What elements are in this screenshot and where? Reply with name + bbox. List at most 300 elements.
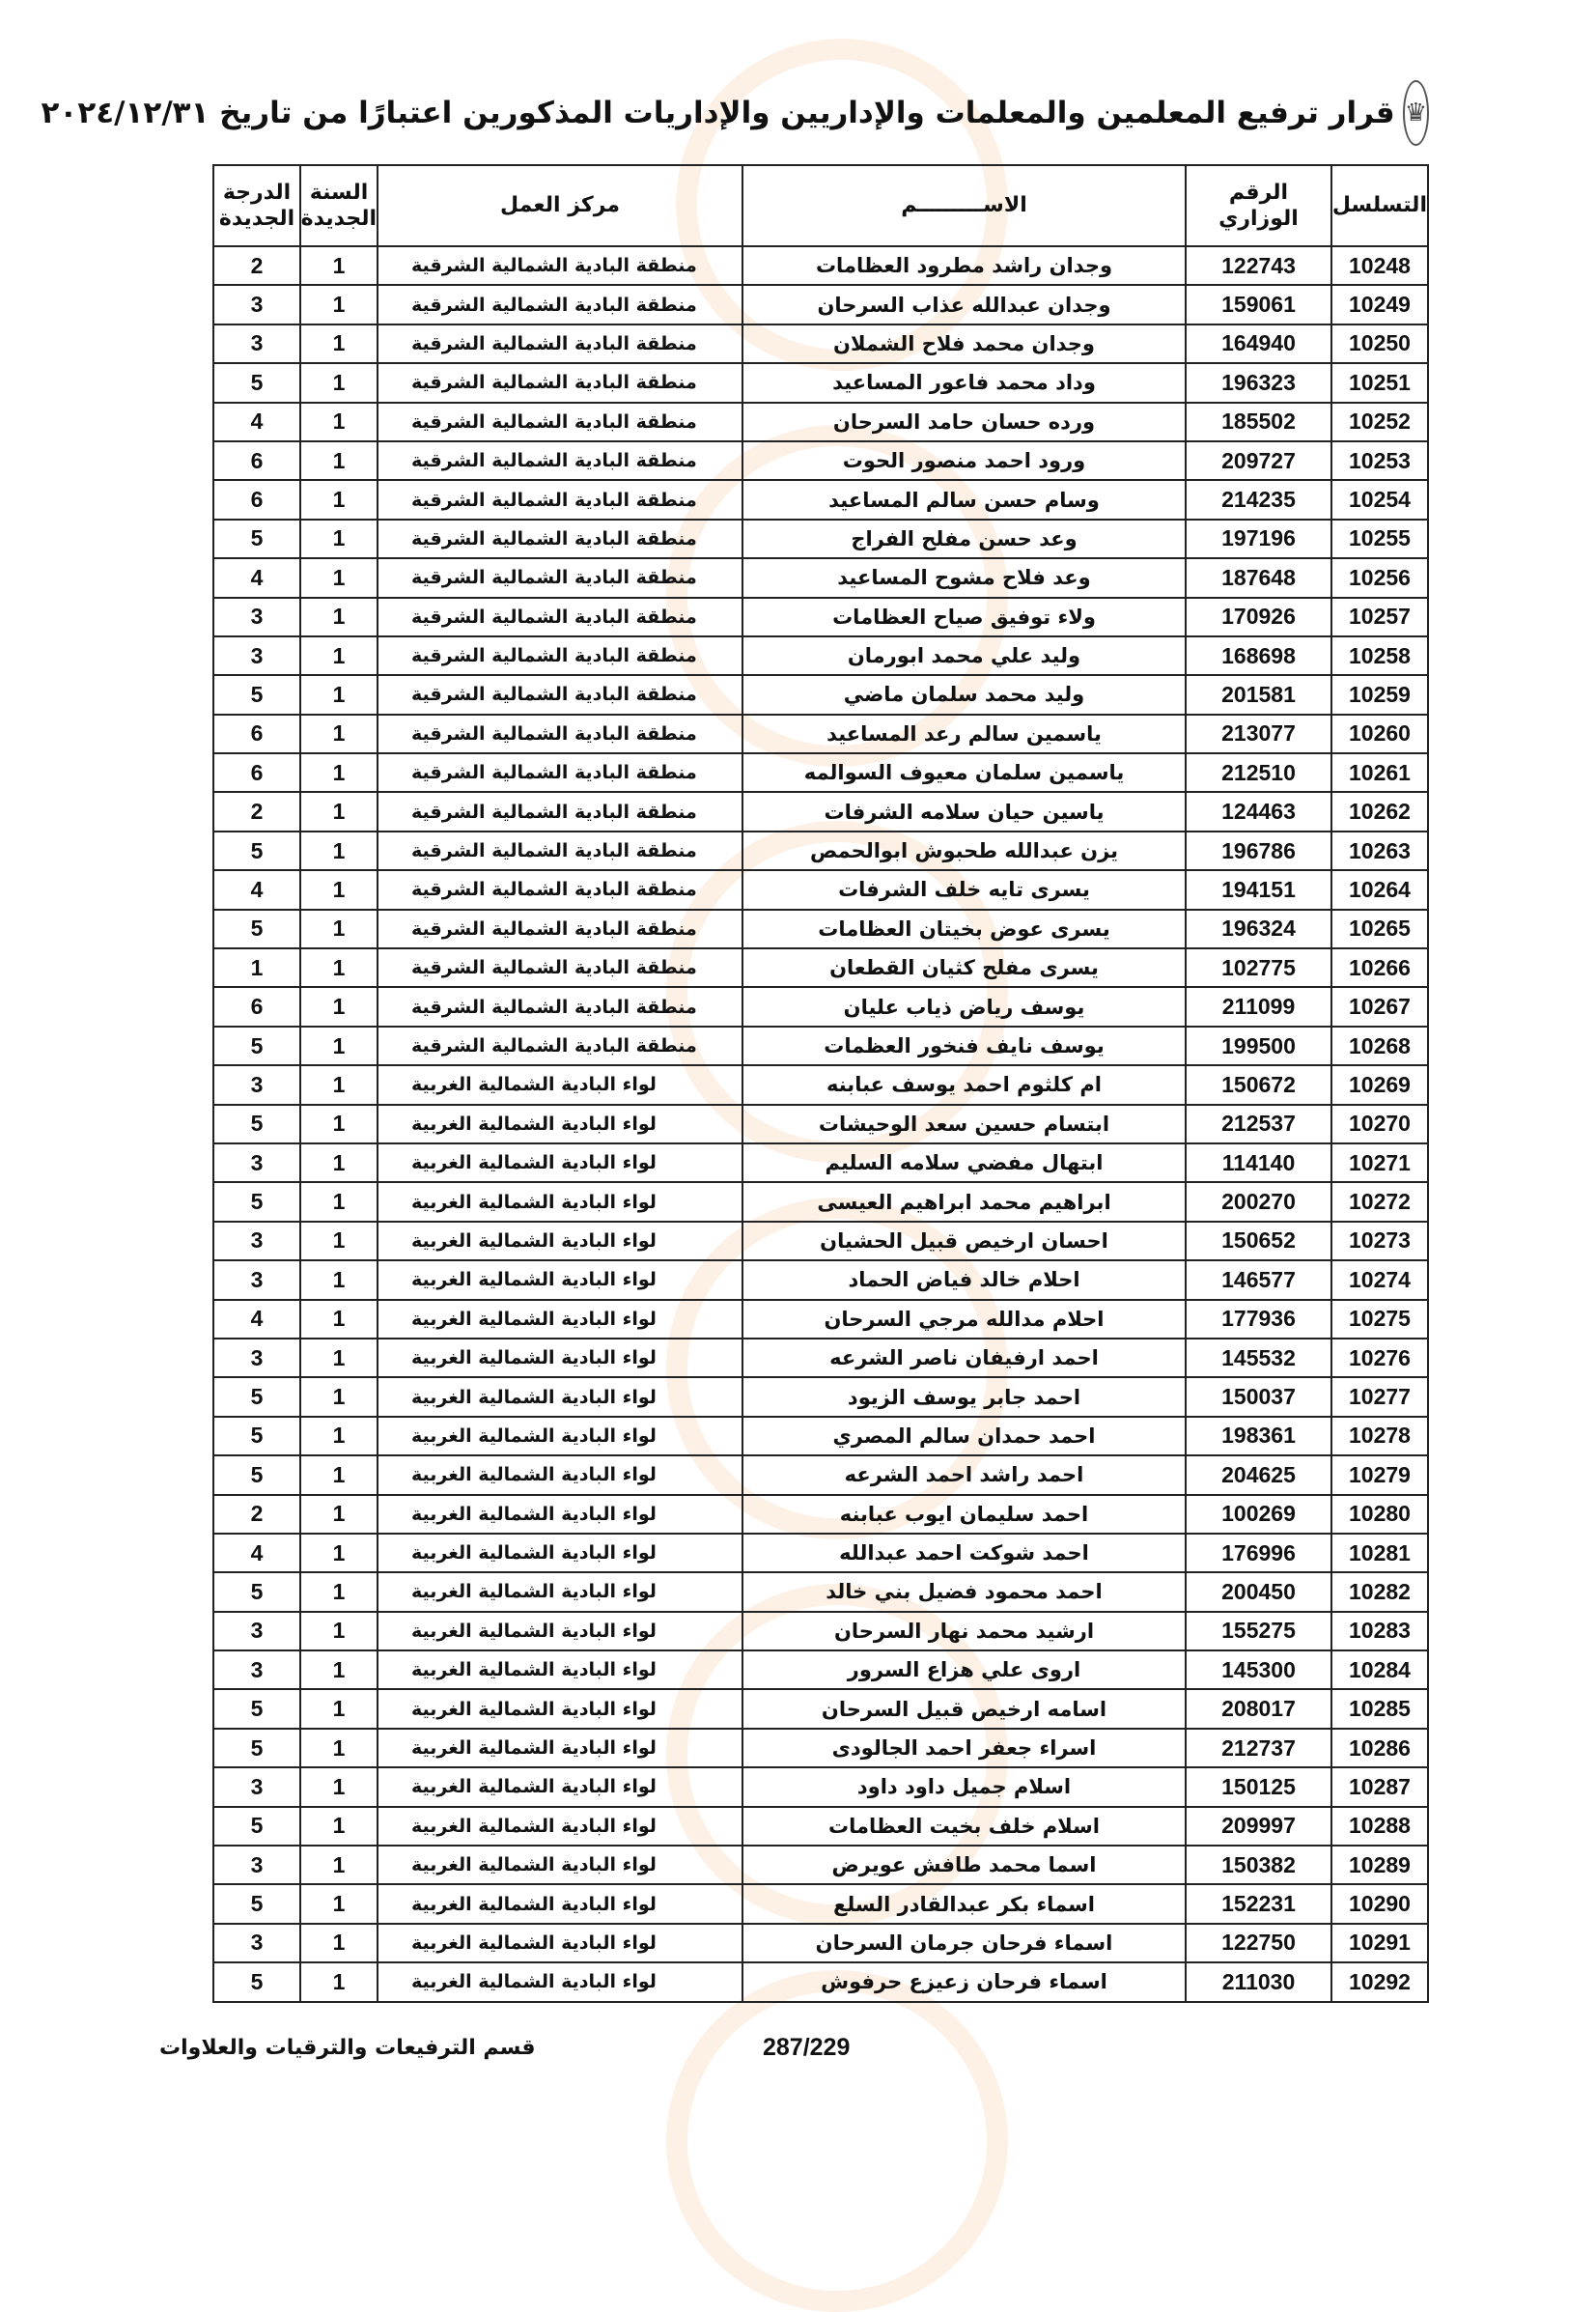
new-grade-cell: 2	[213, 792, 300, 831]
table-row	[213, 480, 1428, 519]
new-year-cell: 1	[300, 285, 378, 324]
new-year-cell: 1	[300, 1417, 378, 1455]
table-row	[213, 285, 1428, 324]
table-row	[213, 1534, 1428, 1572]
name-cell: احسان ارخيص قبيل الحشيان	[742, 1222, 1186, 1260]
ministry-no-cell: 122750	[1186, 1924, 1331, 1962]
table-row	[213, 1455, 1428, 1494]
name-cell: ورود احمد منصور الحوت	[742, 441, 1186, 480]
serial-cell: 10268	[1331, 1027, 1428, 1065]
serial-cell: 10253	[1331, 441, 1428, 480]
table-row	[213, 1417, 1428, 1455]
new-grade-cell: 3	[213, 1143, 300, 1182]
column-header-work-center: مركز العمل	[378, 165, 742, 246]
serial-cell: 10284	[1331, 1650, 1428, 1689]
serial-cell: 10290	[1331, 1884, 1428, 1923]
new-year-cell: 1	[300, 910, 378, 948]
new-grade-cell: 3	[213, 1222, 300, 1260]
name-cell: يوسف رياض ذياب عليان	[742, 987, 1186, 1026]
name-cell: ارشيد محمد نهار السرحان	[742, 1612, 1186, 1650]
ministry-no-cell: 200450	[1186, 1572, 1331, 1611]
serial-cell: 10259	[1331, 675, 1428, 714]
new-grade-cell: 2	[213, 1495, 300, 1534]
new-year-cell: 1	[300, 1027, 378, 1065]
new-grade-cell: 4	[213, 1300, 300, 1339]
work-center-cell: لواء البادية الشمالية الغربية	[378, 1807, 742, 1846]
new-year-cell: 1	[300, 1143, 378, 1182]
new-grade-cell: 3	[213, 636, 300, 675]
table-row	[213, 1846, 1428, 1884]
new-grade-cell: 3	[213, 1767, 300, 1806]
table-row	[213, 1377, 1428, 1416]
new-year-cell: 1	[300, 1924, 378, 1962]
ministry-emblem-icon: ♛	[1403, 80, 1429, 146]
name-cell: يسرى تايه خلف الشرفات	[742, 870, 1186, 909]
table-row	[213, 1495, 1428, 1534]
ministry-no-cell: 213077	[1186, 715, 1331, 753]
table-row	[213, 792, 1428, 831]
ministry-no-cell: 145532	[1186, 1339, 1331, 1377]
work-center-cell: منطقة البادية الشمالية الشرقية	[378, 363, 742, 402]
serial-cell: 10283	[1331, 1612, 1428, 1650]
name-cell: ابراهيم محمد ابراهيم العيسى	[742, 1182, 1186, 1221]
work-center-cell: منطقة البادية الشمالية الشرقية	[378, 715, 742, 753]
new-year-cell: 1	[300, 1065, 378, 1104]
name-cell: وليد محمد سلمان ماضي	[742, 675, 1186, 714]
serial-cell: 10288	[1331, 1807, 1428, 1846]
new-grade-cell: 6	[213, 987, 300, 1026]
table-row	[213, 1182, 1428, 1221]
new-grade-cell: 3	[213, 324, 300, 363]
new-grade-cell: 3	[213, 1650, 300, 1689]
ministry-no-cell: 146577	[1186, 1260, 1331, 1299]
name-cell: اسماء بكر عبدالقادر السلع	[742, 1884, 1186, 1923]
new-grade-cell: 5	[213, 1689, 300, 1728]
serial-cell: 10261	[1331, 753, 1428, 792]
ministry-no-cell: 199500	[1186, 1027, 1331, 1065]
table-row	[213, 363, 1428, 402]
table-row	[213, 1222, 1428, 1260]
ministry-no-cell: 212510	[1186, 753, 1331, 792]
ministry-no-cell: 122743	[1186, 246, 1331, 285]
ministry-no-cell: 211030	[1186, 1962, 1331, 2001]
watermark-ring	[666, 1970, 1008, 2312]
serial-cell: 10249	[1331, 285, 1428, 324]
work-center-cell: لواء البادية الشمالية الغربية	[378, 1105, 742, 1143]
new-year-cell: 1	[300, 246, 378, 285]
new-year-cell: 1	[300, 870, 378, 909]
ministry-no-cell: 198361	[1186, 1417, 1331, 1455]
serial-cell: 10280	[1331, 1495, 1428, 1534]
name-cell: يسرى مفلح كثيان القطعان	[742, 948, 1186, 987]
new-grade-cell: 5	[213, 1807, 300, 1846]
new-year-cell: 1	[300, 1260, 378, 1299]
work-center-cell: منطقة البادية الشمالية الشرقية	[378, 792, 742, 831]
ministry-no-cell: 150382	[1186, 1846, 1331, 1884]
ministry-no-cell: 208017	[1186, 1689, 1331, 1728]
new-grade-cell: 1	[213, 948, 300, 987]
work-center-cell: لواء البادية الشمالية الغربية	[378, 1767, 742, 1806]
table-row	[213, 1924, 1428, 1962]
ministry-no-cell: 159061	[1186, 285, 1331, 324]
new-grade-cell: 5	[213, 1182, 300, 1221]
new-year-cell: 1	[300, 987, 378, 1026]
new-year-cell: 1	[300, 675, 378, 714]
serial-cell: 10281	[1331, 1534, 1428, 1572]
serial-cell: 10251	[1331, 363, 1428, 402]
name-cell: احمد جابر يوسف الزيود	[742, 1377, 1186, 1416]
table-row	[213, 246, 1428, 285]
serial-cell: 10273	[1331, 1222, 1428, 1260]
new-grade-cell: 5	[213, 363, 300, 402]
new-grade-cell: 5	[213, 520, 300, 558]
table-row	[213, 1962, 1428, 2001]
work-center-cell: منطقة البادية الشمالية الشرقية	[378, 520, 742, 558]
table-row	[213, 910, 1428, 948]
column-header-new-grade: الدرجة الجديدة	[213, 165, 300, 246]
work-center-cell: لواء البادية الشمالية الغربية	[378, 1417, 742, 1455]
serial-cell: 10255	[1331, 520, 1428, 558]
new-grade-cell: 5	[213, 1027, 300, 1065]
department-label: قسم الترفيعات والترقيات والعلاوات	[159, 2036, 536, 2060]
serial-cell: 10262	[1331, 792, 1428, 831]
work-center-cell: منطقة البادية الشمالية الشرقية	[378, 285, 742, 324]
name-cell: ولاء توفيق صياح العظامات	[742, 598, 1186, 636]
work-center-cell: لواء البادية الشمالية الغربية	[378, 1300, 742, 1339]
name-cell: اسما محمد طافش عويرض	[742, 1846, 1186, 1884]
ministry-no-cell: 176996	[1186, 1534, 1331, 1572]
ministry-no-cell: 212737	[1186, 1729, 1331, 1767]
new-grade-cell: 4	[213, 558, 300, 597]
work-center-cell: لواء البادية الشمالية الغربية	[378, 1650, 742, 1689]
table-row	[213, 598, 1428, 636]
table-row	[213, 715, 1428, 753]
name-cell: يسرى عوض بخيتان العظامات	[742, 910, 1186, 948]
serial-cell: 10285	[1331, 1689, 1428, 1728]
table-header-row	[213, 165, 1428, 246]
new-grade-cell: 3	[213, 1846, 300, 1884]
work-center-cell: لواء البادية الشمالية الغربية	[378, 1143, 742, 1182]
work-center-cell: لواء البادية الشمالية الغربية	[378, 1455, 742, 1494]
table-row	[213, 441, 1428, 480]
name-cell: احمد حمدان سالم المصري	[742, 1417, 1186, 1455]
ministry-no-cell: 196786	[1186, 832, 1331, 870]
work-center-cell: منطقة البادية الشمالية الشرقية	[378, 910, 742, 948]
ministry-no-cell: 150652	[1186, 1222, 1331, 1260]
serial-cell: 10252	[1331, 403, 1428, 441]
table-row	[213, 1105, 1428, 1143]
column-header-new-year: السنة الجديدة	[300, 165, 378, 246]
work-center-cell: لواء البادية الشمالية الغربية	[378, 1534, 742, 1572]
ministry-no-cell: 124463	[1186, 792, 1331, 831]
serial-cell: 10287	[1331, 1767, 1428, 1806]
table-row	[213, 636, 1428, 675]
serial-cell: 10277	[1331, 1377, 1428, 1416]
new-grade-cell: 5	[213, 1105, 300, 1143]
new-year-cell: 1	[300, 1962, 378, 2001]
table-row	[213, 1729, 1428, 1767]
page-number: 287/229	[763, 2034, 851, 2061]
new-grade-cell: 4	[213, 403, 300, 441]
table-row	[213, 832, 1428, 870]
table-row	[213, 948, 1428, 987]
work-center-cell: منطقة البادية الشمالية الشرقية	[378, 403, 742, 441]
serial-cell: 10258	[1331, 636, 1428, 675]
serial-cell: 10267	[1331, 987, 1428, 1026]
new-year-cell: 1	[300, 1534, 378, 1572]
serial-cell: 10272	[1331, 1182, 1428, 1221]
table-row	[213, 870, 1428, 909]
name-cell: وداد محمد فاعور المساعيد	[742, 363, 1186, 402]
name-cell: يزن عبدالله طحبوش ابوالحمص	[742, 832, 1186, 870]
serial-cell: 10269	[1331, 1065, 1428, 1104]
work-center-cell: لواء البادية الشمالية الغربية	[378, 1260, 742, 1299]
table-row	[213, 1689, 1428, 1728]
new-year-cell: 1	[300, 1105, 378, 1143]
new-grade-cell: 3	[213, 598, 300, 636]
name-cell: وجدان محمد فلاح الشملان	[742, 324, 1186, 363]
new-year-cell: 1	[300, 1767, 378, 1806]
work-center-cell: منطقة البادية الشمالية الشرقية	[378, 598, 742, 636]
table-row	[213, 1572, 1428, 1611]
column-header-serial: التسلسل	[1331, 165, 1428, 246]
ministry-no-cell: 212537	[1186, 1105, 1331, 1143]
new-year-cell: 1	[300, 1689, 378, 1728]
ministry-no-cell: 196324	[1186, 910, 1331, 948]
ministry-no-cell: 185502	[1186, 403, 1331, 441]
work-center-cell: منطقة البادية الشمالية الشرقية	[378, 870, 742, 909]
table-row	[213, 1767, 1428, 1806]
work-center-cell: لواء البادية الشمالية الغربية	[378, 1924, 742, 1962]
serial-cell: 10270	[1331, 1105, 1428, 1143]
new-grade-cell: 5	[213, 1884, 300, 1923]
new-year-cell: 1	[300, 753, 378, 792]
name-cell: وسام حسن سالم المساعيد	[742, 480, 1186, 519]
table-row	[213, 1065, 1428, 1104]
table-row	[213, 1027, 1428, 1065]
work-center-cell: لواء البادية الشمالية الغربية	[378, 1884, 742, 1923]
table-row	[213, 324, 1428, 363]
new-year-cell: 1	[300, 558, 378, 597]
ministry-no-cell: 150125	[1186, 1767, 1331, 1806]
new-year-cell: 1	[300, 324, 378, 363]
table-row	[213, 1612, 1428, 1650]
table-row	[213, 675, 1428, 714]
name-cell: ياسمين سالم رعد المساعيد	[742, 715, 1186, 753]
serial-cell: 10291	[1331, 1924, 1428, 1962]
name-cell: وعد حسن مفلح الفراج	[742, 520, 1186, 558]
table-row	[213, 1650, 1428, 1689]
ministry-no-cell: 177936	[1186, 1300, 1331, 1339]
ministry-no-cell: 150037	[1186, 1377, 1331, 1416]
new-year-cell: 1	[300, 1300, 378, 1339]
serial-cell: 10257	[1331, 598, 1428, 636]
ministry-no-cell: 170926	[1186, 598, 1331, 636]
table-row	[213, 520, 1428, 558]
serial-cell: 10266	[1331, 948, 1428, 987]
work-center-cell: لواء البادية الشمالية الغربية	[378, 1222, 742, 1260]
name-cell: ام كلثوم احمد يوسف عبابنه	[742, 1065, 1186, 1104]
name-cell: يوسف نايف فنخور العظمات	[742, 1027, 1186, 1065]
name-cell: اسلام جميل داود داود	[742, 1767, 1186, 1806]
new-grade-cell: 3	[213, 1924, 300, 1962]
ministry-no-cell: 152231	[1186, 1884, 1331, 1923]
serial-cell: 10264	[1331, 870, 1428, 909]
work-center-cell: لواء البادية الشمالية الغربية	[378, 1377, 742, 1416]
new-year-cell: 1	[300, 363, 378, 402]
new-year-cell: 1	[300, 1572, 378, 1611]
new-year-cell: 1	[300, 1807, 378, 1846]
ministry-no-cell: 209997	[1186, 1807, 1331, 1846]
name-cell: اسامه ارخيص قبيل السرحان	[742, 1689, 1186, 1728]
ministry-no-cell: 102775	[1186, 948, 1331, 987]
new-grade-cell: 6	[213, 753, 300, 792]
work-center-cell: منطقة البادية الشمالية الشرقية	[378, 675, 742, 714]
table-row	[213, 1339, 1428, 1377]
ministry-no-cell: 145300	[1186, 1650, 1331, 1689]
new-year-cell: 1	[300, 1222, 378, 1260]
name-cell: احمد سليمان ايوب عبابنه	[742, 1495, 1186, 1534]
serial-cell: 10265	[1331, 910, 1428, 948]
name-cell: ياسين حيان سلامه الشرفات	[742, 792, 1186, 831]
new-year-cell: 1	[300, 1612, 378, 1650]
new-grade-cell: 5	[213, 1417, 300, 1455]
ministry-no-cell: 187648	[1186, 558, 1331, 597]
new-grade-cell: 2	[213, 246, 300, 285]
work-center-cell: منطقة البادية الشمالية الشرقية	[378, 832, 742, 870]
name-cell: اسماء فرحان زعيزع حرفوش	[742, 1962, 1186, 2001]
name-cell: وجدان عبدالله عذاب السرحان	[742, 285, 1186, 324]
table-row	[213, 987, 1428, 1026]
new-year-cell: 1	[300, 1729, 378, 1767]
work-center-cell: لواء البادية الشمالية الغربية	[378, 1182, 742, 1221]
name-cell: احلام مدالله مرجي السرحان	[742, 1300, 1186, 1339]
document-title: قرار ترفيع المعلمين والمعلمات والإداريين والإداريات المذكورين اعتبارًا من تاريخ ٢٠٢٤/١٢/٣١	[41, 96, 1395, 130]
serial-cell: 10279	[1331, 1455, 1428, 1494]
work-center-cell: لواء البادية الشمالية الغربية	[378, 1846, 742, 1884]
ministry-no-cell: 164940	[1186, 324, 1331, 363]
ministry-no-cell: 204625	[1186, 1455, 1331, 1494]
work-center-cell: منطقة البادية الشمالية الشرقية	[378, 480, 742, 519]
new-grade-cell: 4	[213, 1534, 300, 1572]
column-header-ministry-no: الرقم الوزاري	[1186, 165, 1331, 246]
document-header	[41, 79, 1429, 147]
new-grade-cell: 4	[213, 870, 300, 909]
new-grade-cell: 5	[213, 675, 300, 714]
new-year-cell: 1	[300, 1455, 378, 1494]
serial-cell: 10289	[1331, 1846, 1428, 1884]
ministry-no-cell: 196323	[1186, 363, 1331, 402]
column-header-name: الاســـــــــم	[742, 165, 1186, 246]
new-grade-cell: 3	[213, 1065, 300, 1104]
work-center-cell: منطقة البادية الشمالية الشرقية	[378, 636, 742, 675]
ministry-no-cell: 211099	[1186, 987, 1331, 1026]
table-row	[213, 1143, 1428, 1182]
ministry-no-cell: 200270	[1186, 1182, 1331, 1221]
name-cell: احمد راشد احمد الشرعه	[742, 1455, 1186, 1494]
new-year-cell: 1	[300, 1339, 378, 1377]
new-year-cell: 1	[300, 832, 378, 870]
serial-cell: 10275	[1331, 1300, 1428, 1339]
work-center-cell: منطقة البادية الشمالية الشرقية	[378, 246, 742, 285]
name-cell: ياسمين سلمان معيوف السوالمه	[742, 753, 1186, 792]
name-cell: اسماء فرحان جرمان السرحان	[742, 1924, 1186, 1962]
work-center-cell: لواء البادية الشمالية الغربية	[378, 1495, 742, 1534]
ministry-no-cell: 150672	[1186, 1065, 1331, 1104]
promotions-table	[212, 164, 1429, 2003]
new-year-cell: 1	[300, 715, 378, 753]
name-cell: ورده حسان حامد السرحان	[742, 403, 1186, 441]
new-year-cell: 1	[300, 792, 378, 831]
serial-cell: 10256	[1331, 558, 1428, 597]
work-center-cell: لواء البادية الشمالية الغربية	[378, 1612, 742, 1650]
new-grade-cell: 5	[213, 1455, 300, 1494]
new-year-cell: 1	[300, 1377, 378, 1416]
work-center-cell: منطقة البادية الشمالية الشرقية	[378, 441, 742, 480]
ministry-no-cell: 197196	[1186, 520, 1331, 558]
name-cell: اسراء جعفر احمد الجالودى	[742, 1729, 1186, 1767]
new-year-cell: 1	[300, 403, 378, 441]
work-center-cell: لواء البادية الشمالية الغربية	[378, 1339, 742, 1377]
table-row	[213, 1807, 1428, 1846]
name-cell: احمد ارفيفان ناصر الشرعه	[742, 1339, 1186, 1377]
serial-cell: 10260	[1331, 715, 1428, 753]
new-year-cell: 1	[300, 1182, 378, 1221]
new-grade-cell: 6	[213, 715, 300, 753]
name-cell: احمد محمود فضيل بني خالد	[742, 1572, 1186, 1611]
serial-cell: 10263	[1331, 832, 1428, 870]
new-year-cell: 1	[300, 520, 378, 558]
new-year-cell: 1	[300, 441, 378, 480]
table-row	[213, 753, 1428, 792]
name-cell: احلام خالد فياض الحماد	[742, 1260, 1186, 1299]
ministry-no-cell: 114140	[1186, 1143, 1331, 1182]
new-grade-cell: 3	[213, 285, 300, 324]
work-center-cell: منطقة البادية الشمالية الشرقية	[378, 987, 742, 1026]
name-cell: وليد علي محمد ابورمان	[742, 636, 1186, 675]
work-center-cell: منطقة البادية الشمالية الشرقية	[378, 324, 742, 363]
table-row	[213, 1884, 1428, 1923]
new-year-cell: 1	[300, 948, 378, 987]
work-center-cell: منطقة البادية الشمالية الشرقية	[378, 948, 742, 987]
serial-cell: 10248	[1331, 246, 1428, 285]
new-grade-cell: 5	[213, 1377, 300, 1416]
serial-cell: 10274	[1331, 1260, 1428, 1299]
new-year-cell: 1	[300, 1495, 378, 1534]
new-grade-cell: 3	[213, 1612, 300, 1650]
table-row	[213, 558, 1428, 597]
new-year-cell: 1	[300, 480, 378, 519]
work-center-cell: منطقة البادية الشمالية الشرقية	[378, 558, 742, 597]
serial-cell: 10292	[1331, 1962, 1428, 2001]
new-grade-cell: 5	[213, 910, 300, 948]
new-grade-cell: 5	[213, 1962, 300, 2001]
new-grade-cell: 6	[213, 480, 300, 519]
work-center-cell: لواء البادية الشمالية الغربية	[378, 1962, 742, 2001]
work-center-cell: لواء البادية الشمالية الغربية	[378, 1729, 742, 1767]
new-grade-cell: 6	[213, 441, 300, 480]
work-center-cell: منطقة البادية الشمالية الشرقية	[378, 1027, 742, 1065]
name-cell: احمد شوكت احمد عبدالله	[742, 1534, 1186, 1572]
serial-cell: 10271	[1331, 1143, 1428, 1182]
new-grade-cell: 3	[213, 1260, 300, 1299]
serial-cell: 10250	[1331, 324, 1428, 363]
serial-cell: 10276	[1331, 1339, 1428, 1377]
table-row	[213, 1300, 1428, 1339]
name-cell: ابتسام حسين سعد الوحيشات	[742, 1105, 1186, 1143]
ministry-no-cell: 201581	[1186, 675, 1331, 714]
ministry-no-cell: 209727	[1186, 441, 1331, 480]
